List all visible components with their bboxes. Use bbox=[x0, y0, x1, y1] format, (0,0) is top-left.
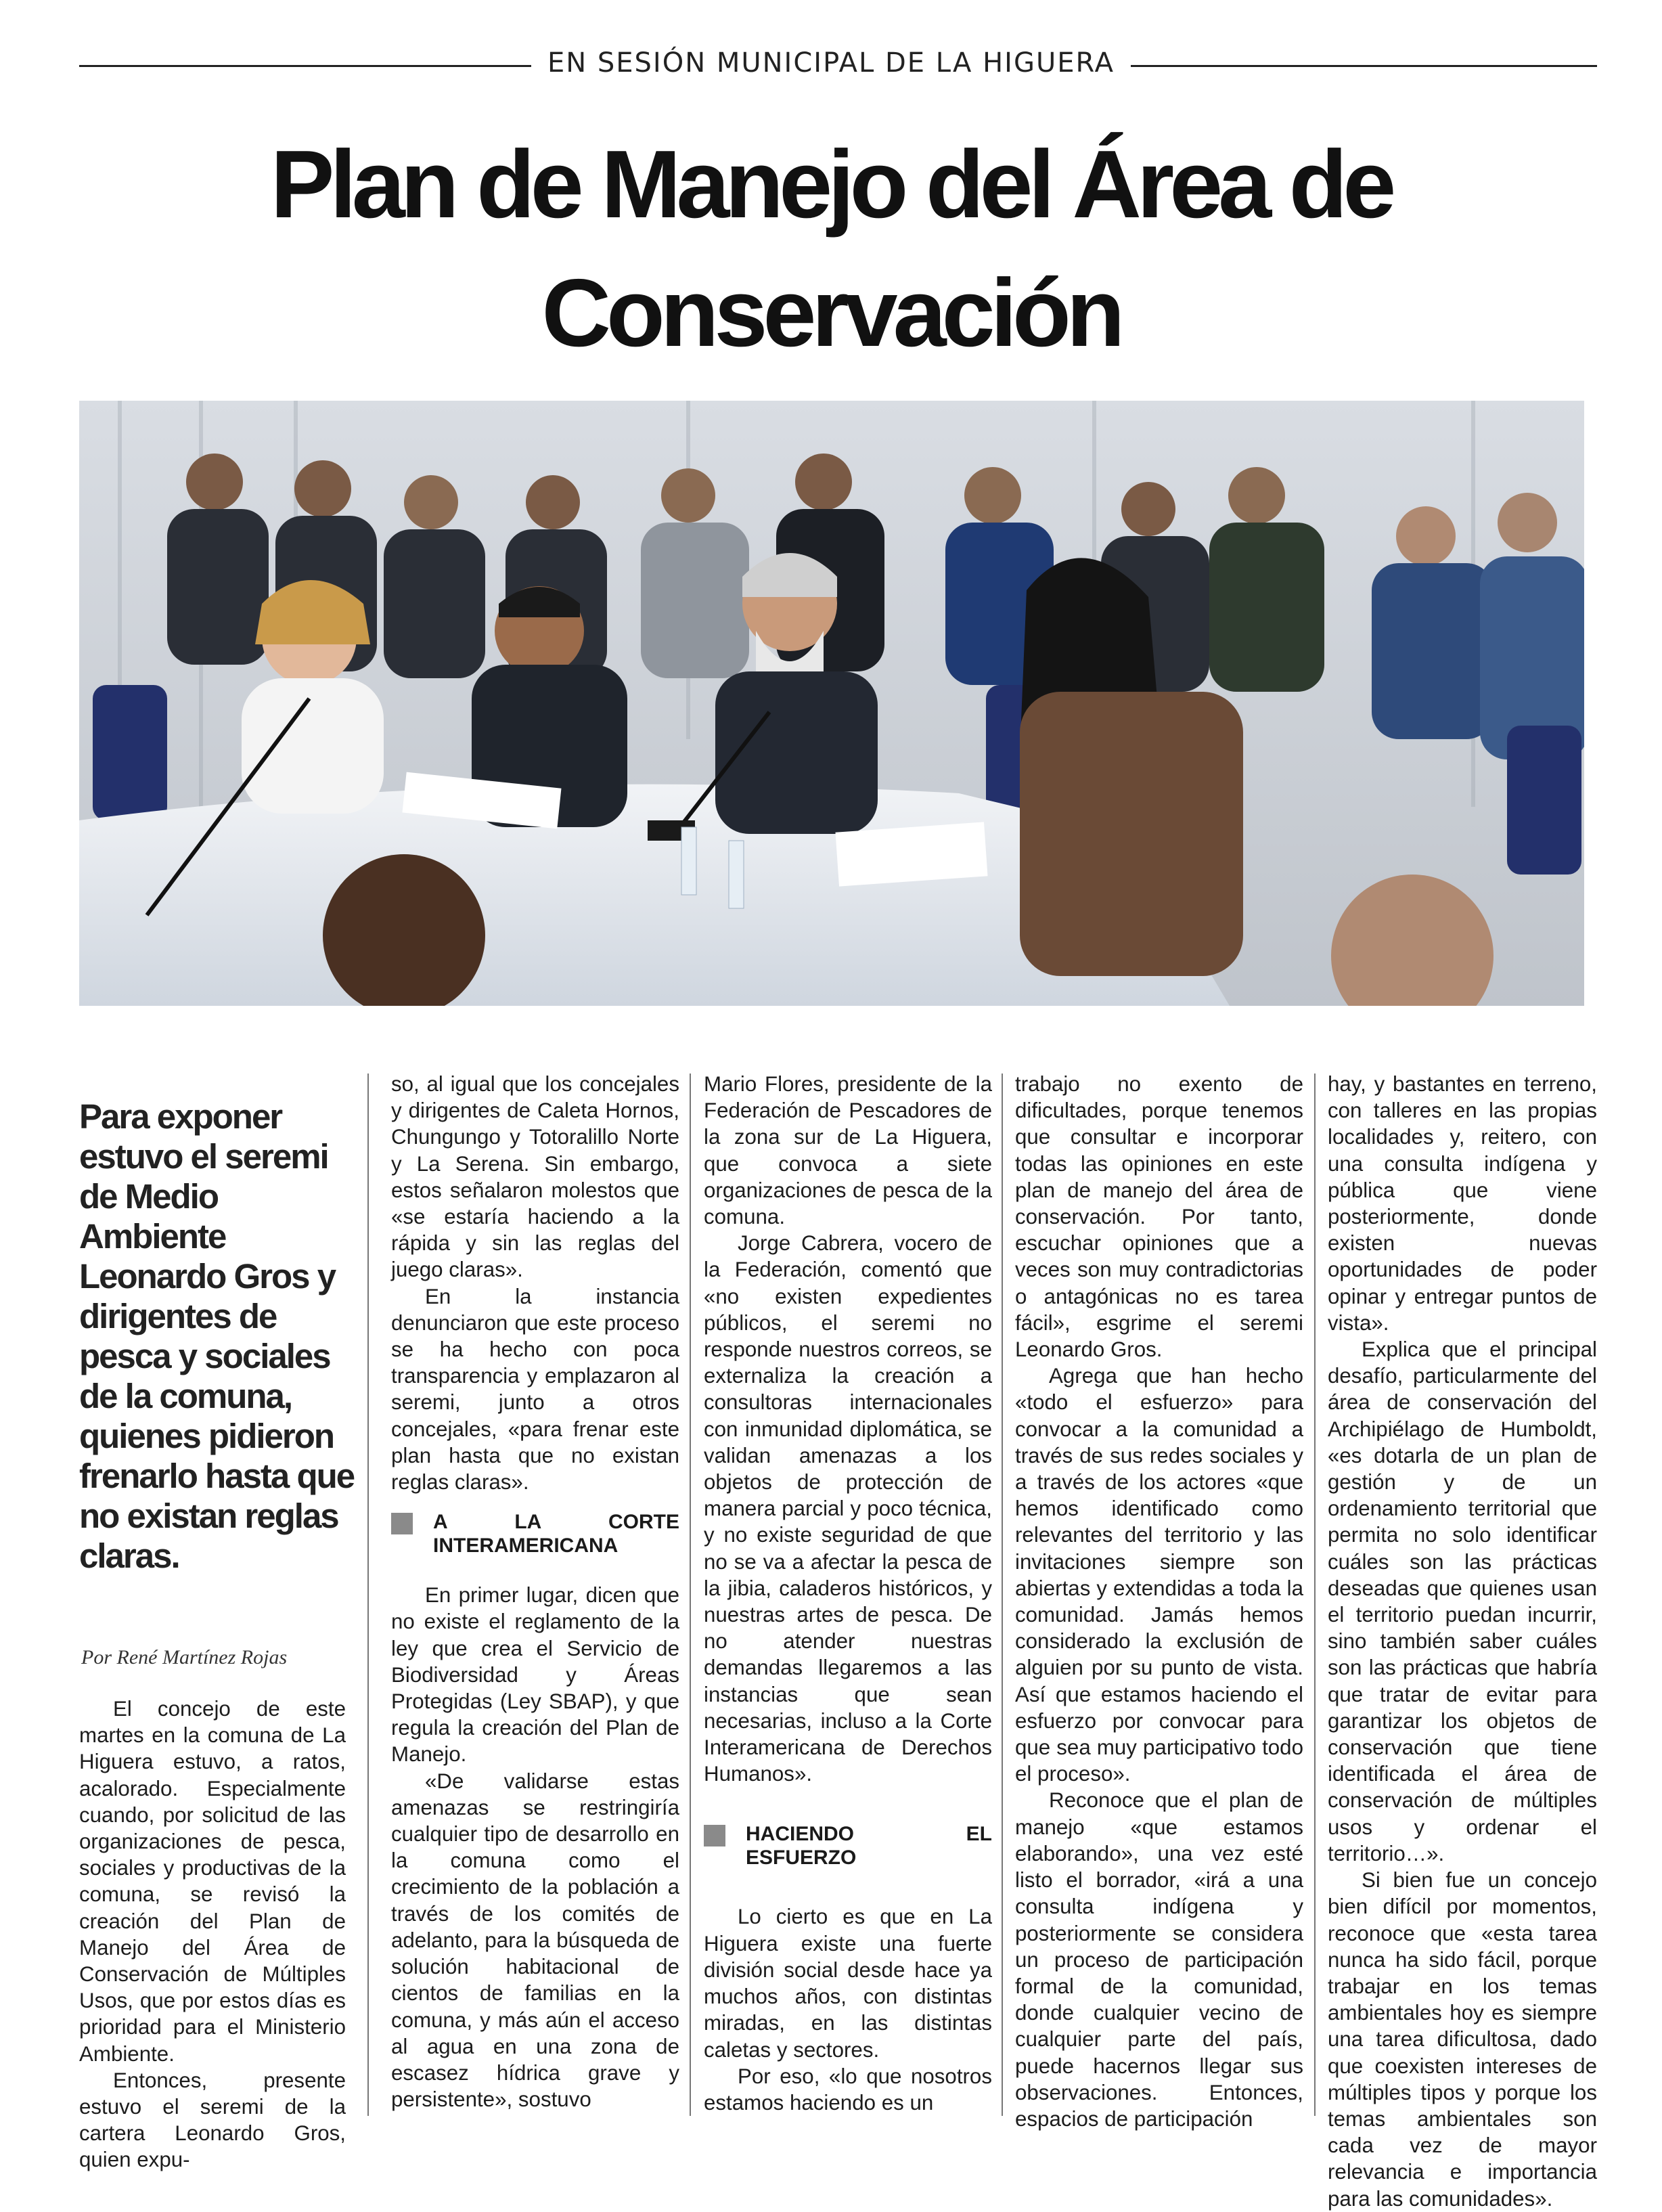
subhead-square-icon bbox=[704, 1825, 725, 1846]
headline-line1: Plan de Manejo del Área de Conservación bbox=[270, 131, 1392, 367]
subhead-esfuerzo-text: HACIENDO EL ESFUERZO bbox=[746, 1823, 992, 1870]
column-divider-2 bbox=[690, 1074, 691, 2116]
meeting-photo bbox=[79, 401, 1584, 1006]
col2-paragraph-1: so, al igual que los concejales y dirigentes de Caleta Hornos, Chungungo y Totoralillo Norte y La Serena. Sin embargo, estos señalaron molestos que «se estaría haciendo a la rápida y sin las reglas del juego claras». bbox=[391, 1072, 679, 1282]
column-2 bbox=[391, 1071, 679, 2113]
column-divider-3 bbox=[1002, 1074, 1003, 2116]
column-4 bbox=[1015, 1071, 1303, 2132]
col3-paragraph-4: Por eso, «lo que nosotros estamos haciendo es un bbox=[704, 2064, 992, 2115]
subhead-square-icon bbox=[391, 1513, 413, 1534]
col3-paragraph-2: Jorge Cabrera, vocero de la Federación, comentó que «no existen expedientes públicos, el seremi no responde nuestros correos, se externaliza la creación a consultoras internacionales con inmunidad diplomática, se validan amenazas a los objetos de protección de manera parcial y poco técnica, y no existe seguridad de que no se va a afectar la pesca de la jibia, caladeros históricos, y nuestras artes de pesca. De no atender nuestras demandas llegaremos a las instancias que sean necesarias, incluso a la Corte Interamericana de Derechos Humanos». bbox=[704, 1231, 992, 1786]
subhead-corte-text: A LA CORTE INTERAMERICANA bbox=[433, 1511, 679, 1557]
subhead-corte bbox=[391, 1510, 679, 1557]
col1-paragraph-1: El concejo de este martes en la comuna de La Higuera estuvo, a ratos, acalorado. Especialmente cuando, por solicitud de las organizaciones de pesca, sociales y productivas de la comuna, se revisó la creación del Plan de Manejo del Área de Conservación de Múltiples Usos, que por estos días es prioridad para el Ministerio Ambiente. bbox=[79, 1697, 346, 2066]
subhead-esfuerzo bbox=[704, 1822, 992, 1870]
column-1 bbox=[79, 1696, 346, 2173]
column-5 bbox=[1328, 1071, 1597, 2212]
section-header bbox=[0, 47, 1662, 79]
section-header-text: EN SESIÓN MUNICIPAL DE LA HIGUERA bbox=[531, 47, 1131, 79]
byline: Por René Martínez Rojas bbox=[81, 1646, 288, 1668]
col4-paragraph-2: Agrega que han hecho «todo el esfuerzo» para convocar a la comunidad a través de sus redes sociales y a través de los actores «que hemos identificado como relevantes del territorio y las invitaciones siempre son abiertas y extendidas a toda la comunidad. Jamás hemos considerado la exclusión de alguien por su punto de vista. Así que estamos haciendo el esfuerzo por convocar para que sea muy participativo todo el proceso». bbox=[1015, 1364, 1303, 1786]
col1-paragraph-2: Entonces, presente estuvo el seremi de la cartera Leonardo Gros, quien expu- bbox=[79, 2068, 346, 2172]
col4-paragraph-3: Reconoce que el plan de manejo «que estamos elaborando», una vez esté listo el borrador, «irá a una consulta indígena y posteriormente se considera un proceso de participación formal de la comunidad, donde cualquier vecino de cualquier parte del país, puede hacernos llegar sus observaciones. Entonces, espacios de participación bbox=[1015, 1788, 1303, 2131]
lead-paragraph: Para exponer estuvo el seremi de Medio Ambiente Leonardo Gros y dirigentes de pesca y sociales de la comuna, quienes pidieron frenarlo hasta que no existan reglas claras. bbox=[79, 1097, 355, 1575]
col2-paragraph-4: «De validarse estas amenazas se restringiría cualquier tipo de desarrollo en la comuna como el crecimiento de la población a través de los comités de adelanto, para la búsqueda de solución habitacional de cientos de familias en la comuna, y más aún el acceso al agua en una zona de escasez hídrica grave y persistente», sostuvo bbox=[391, 1769, 679, 2112]
column-3 bbox=[704, 1071, 992, 2116]
col2-paragraph-3: En primer lugar, dicen que no existe el reglamento de la ley que crea el Servicio de Biodiversidad y Áreas Protegidas (Ley SBAP), y que regula la creación del Plan de Manejo. bbox=[391, 1583, 679, 1767]
col5-paragraph-2: Explica que el principal desafío, particularmente del área de conservación del Archipiélago de Humboldt, «es dotarla de un plan de gestión y de un ordenamiento territorial que permita no solo identificar cuáles son las prácticas deseadas que quienes usan el territorio puedan incurrir, sino también saber cuáles son las prácticas que habría que tratar de evitar para garantizar los objetos de conservación que tiene identificada el área de conservación de múltiples usos y ordenar el territorio…». bbox=[1328, 1337, 1597, 1865]
column-divider-1 bbox=[367, 1074, 369, 2116]
col3-paragraph-1: Mario Flores, presidente de la Federación de Pescadores de la zona sur de La Higuera, que convoca a siete organizaciones de pesca de la comuna. bbox=[704, 1072, 992, 1229]
col3-paragraph-3: Lo cierto es que en La Higuera existe una fuerte división social desde hace ya muchos años, con distintas miradas, en las distintas caletas y sectores. bbox=[704, 1905, 992, 2062]
col2-paragraph-2: En la instancia denunciaron que este proceso se ha hecho con poca transparencia y emplazaron al seremi, junto a otros concejales, «para frenar este plan hasta que no existan reglas claras». bbox=[391, 1284, 679, 1495]
col5-paragraph-3: Si bien fue un concejo bien difícil por momentos, reconoce que «esta tarea nunca ha sido fácil, porque trabajar en los temas ambientales hoy es siempre una tarea dificultosa, dado que coexisten intereses de múltiples tipos y porque los temas ambientales son cada vez de mayor relevancia e importancia para las comunidades». bbox=[1328, 1868, 1597, 2211]
col5-paragraph-1: hay, y bastantes en terreno, con talleres en las propias localidades y, reitero, con una consulta indígena y pública que viene posteriormente, donde existen nuevas oportunidades de poder opinar y entregar puntos de vista». bbox=[1328, 1072, 1597, 1335]
column-divider-4 bbox=[1314, 1074, 1316, 2116]
col4-paragraph-1: trabajo no exento de dificultades, porque tenemos que consultar e incorporar todas las opiniones en este plan de manejo del área de conservación. Por tanto, escuchar opiniones que a veces son muy contradictorias o antagónicas no es tarea fácil», esgrime el seremi Leonardo Gros. bbox=[1015, 1072, 1303, 1362]
